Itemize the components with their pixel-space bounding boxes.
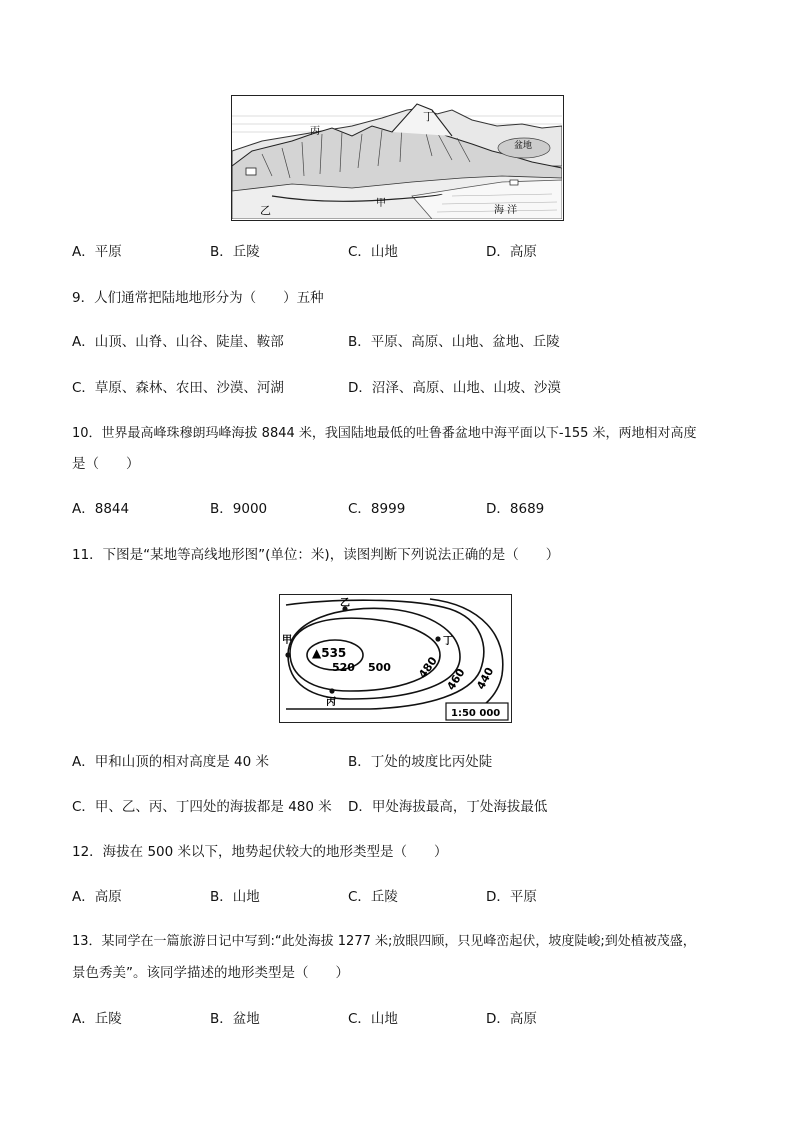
contour-label-520: 520 (332, 661, 355, 674)
peak-label: ▲535 (312, 646, 347, 660)
contour-map-figure (279, 594, 512, 723)
contour-label-500: 500 (368, 661, 391, 674)
q8-option-d: D．高原 (486, 244, 537, 260)
q13-stem-line2: 景色秀美”。该同学描述的地形类型是（ ） (72, 965, 349, 981)
point-ding-label: 丁 (443, 636, 453, 647)
point-bing-label: 丙 (326, 697, 336, 708)
contour-label-460: 460 (444, 666, 468, 693)
q8-option-c: C．山地 (348, 244, 398, 260)
q11-option-a: A．甲和山顶的相对高度是 40 米 (72, 754, 269, 770)
point-jia-dot (285, 652, 290, 657)
scale-label: 1:50 000 (451, 708, 501, 719)
q13-option-b: B．盆地 (210, 1011, 260, 1027)
label-bing: 丙 (310, 126, 320, 137)
q13-stem-line1: 13．某同学在一篇旅游日记中写到:“此处海拔 1277 米;放眼四顾，只见峰峦起伏，坡度陡峻;到处植被茂盛， (72, 934, 696, 949)
label-jia: 甲 (376, 198, 386, 209)
q8-option-a: A．平原 (72, 244, 122, 260)
q13-option-a: A．丘陵 (72, 1011, 122, 1027)
q11-stem: 11．下图是“某地等高线地形图”(单位：米)，读图判断下列说法正确的是（ ） (72, 547, 560, 563)
point-jia-label: 甲 (282, 635, 292, 646)
point-yi-label: 乙 (340, 598, 350, 609)
q10-stem-line1: 10．世界最高峰珠穆朗玛峰海拔 8844 米，我国陆地最低的吐鲁番盆地中海平面以下-155 米，两地相对高度 (72, 426, 697, 441)
q10-stem-line2: 是（ ） (72, 456, 140, 472)
contour-map (280, 595, 510, 721)
label-ding: 丁 (423, 110, 434, 123)
q9-option-c: C．草原、森林、农田、沙漠、河湖 (72, 380, 284, 396)
landscape-drawing (232, 96, 562, 219)
contour-label-440: 440 (474, 665, 497, 692)
q10-option-b: B．9000 (210, 501, 268, 517)
q10-option-d: D．8689 (486, 501, 545, 517)
q12-option-a: A．高原 (72, 889, 122, 905)
label-yi: 乙 (260, 204, 271, 217)
q9-stem: 9．人们通常把陆地地形分为（ ）五种 (72, 290, 324, 306)
point-ding-dot (435, 636, 440, 641)
point-bing-dot (329, 688, 334, 693)
q12-stem: 12．海拔在 500 米以下，地势起伏较大的地形类型是（ ） (72, 844, 448, 860)
q12-option-d: D．平原 (486, 889, 537, 905)
q10-option-c: C．8999 (348, 501, 406, 517)
label-pendi: 盆地 (514, 141, 533, 151)
q12-option-b: B．山地 (210, 889, 260, 905)
q10-option-a: A．8844 (72, 501, 130, 517)
q11-option-b: B．丁处的坡度比丙处陡 (348, 754, 493, 770)
landscape-figure (231, 95, 564, 221)
q9-option-d: D．沼泽、高原、山地、山坡、沙漠 (348, 380, 561, 396)
q9-option-b: B．平原、高原、山地、盆地、丘陵 (348, 334, 560, 350)
q11-option-c: C．甲、乙、丙、丁四处的海拔都是 480 米 (72, 799, 332, 815)
q9-option-a: A．山顶、山脊、山谷、陡崖、鞍部 (72, 334, 284, 350)
contour-label-480: 480 (416, 654, 440, 681)
q13-option-c: C．山地 (348, 1011, 398, 1027)
q11-option-d: D．甲处海拔最高，丁处海拔最低 (348, 799, 548, 815)
q8-option-b: B．丘陵 (210, 244, 260, 260)
q13-option-d: D．高原 (486, 1011, 537, 1027)
q12-option-c: C．丘陵 (348, 889, 398, 905)
label-haiyang: 海 洋 (494, 205, 518, 216)
